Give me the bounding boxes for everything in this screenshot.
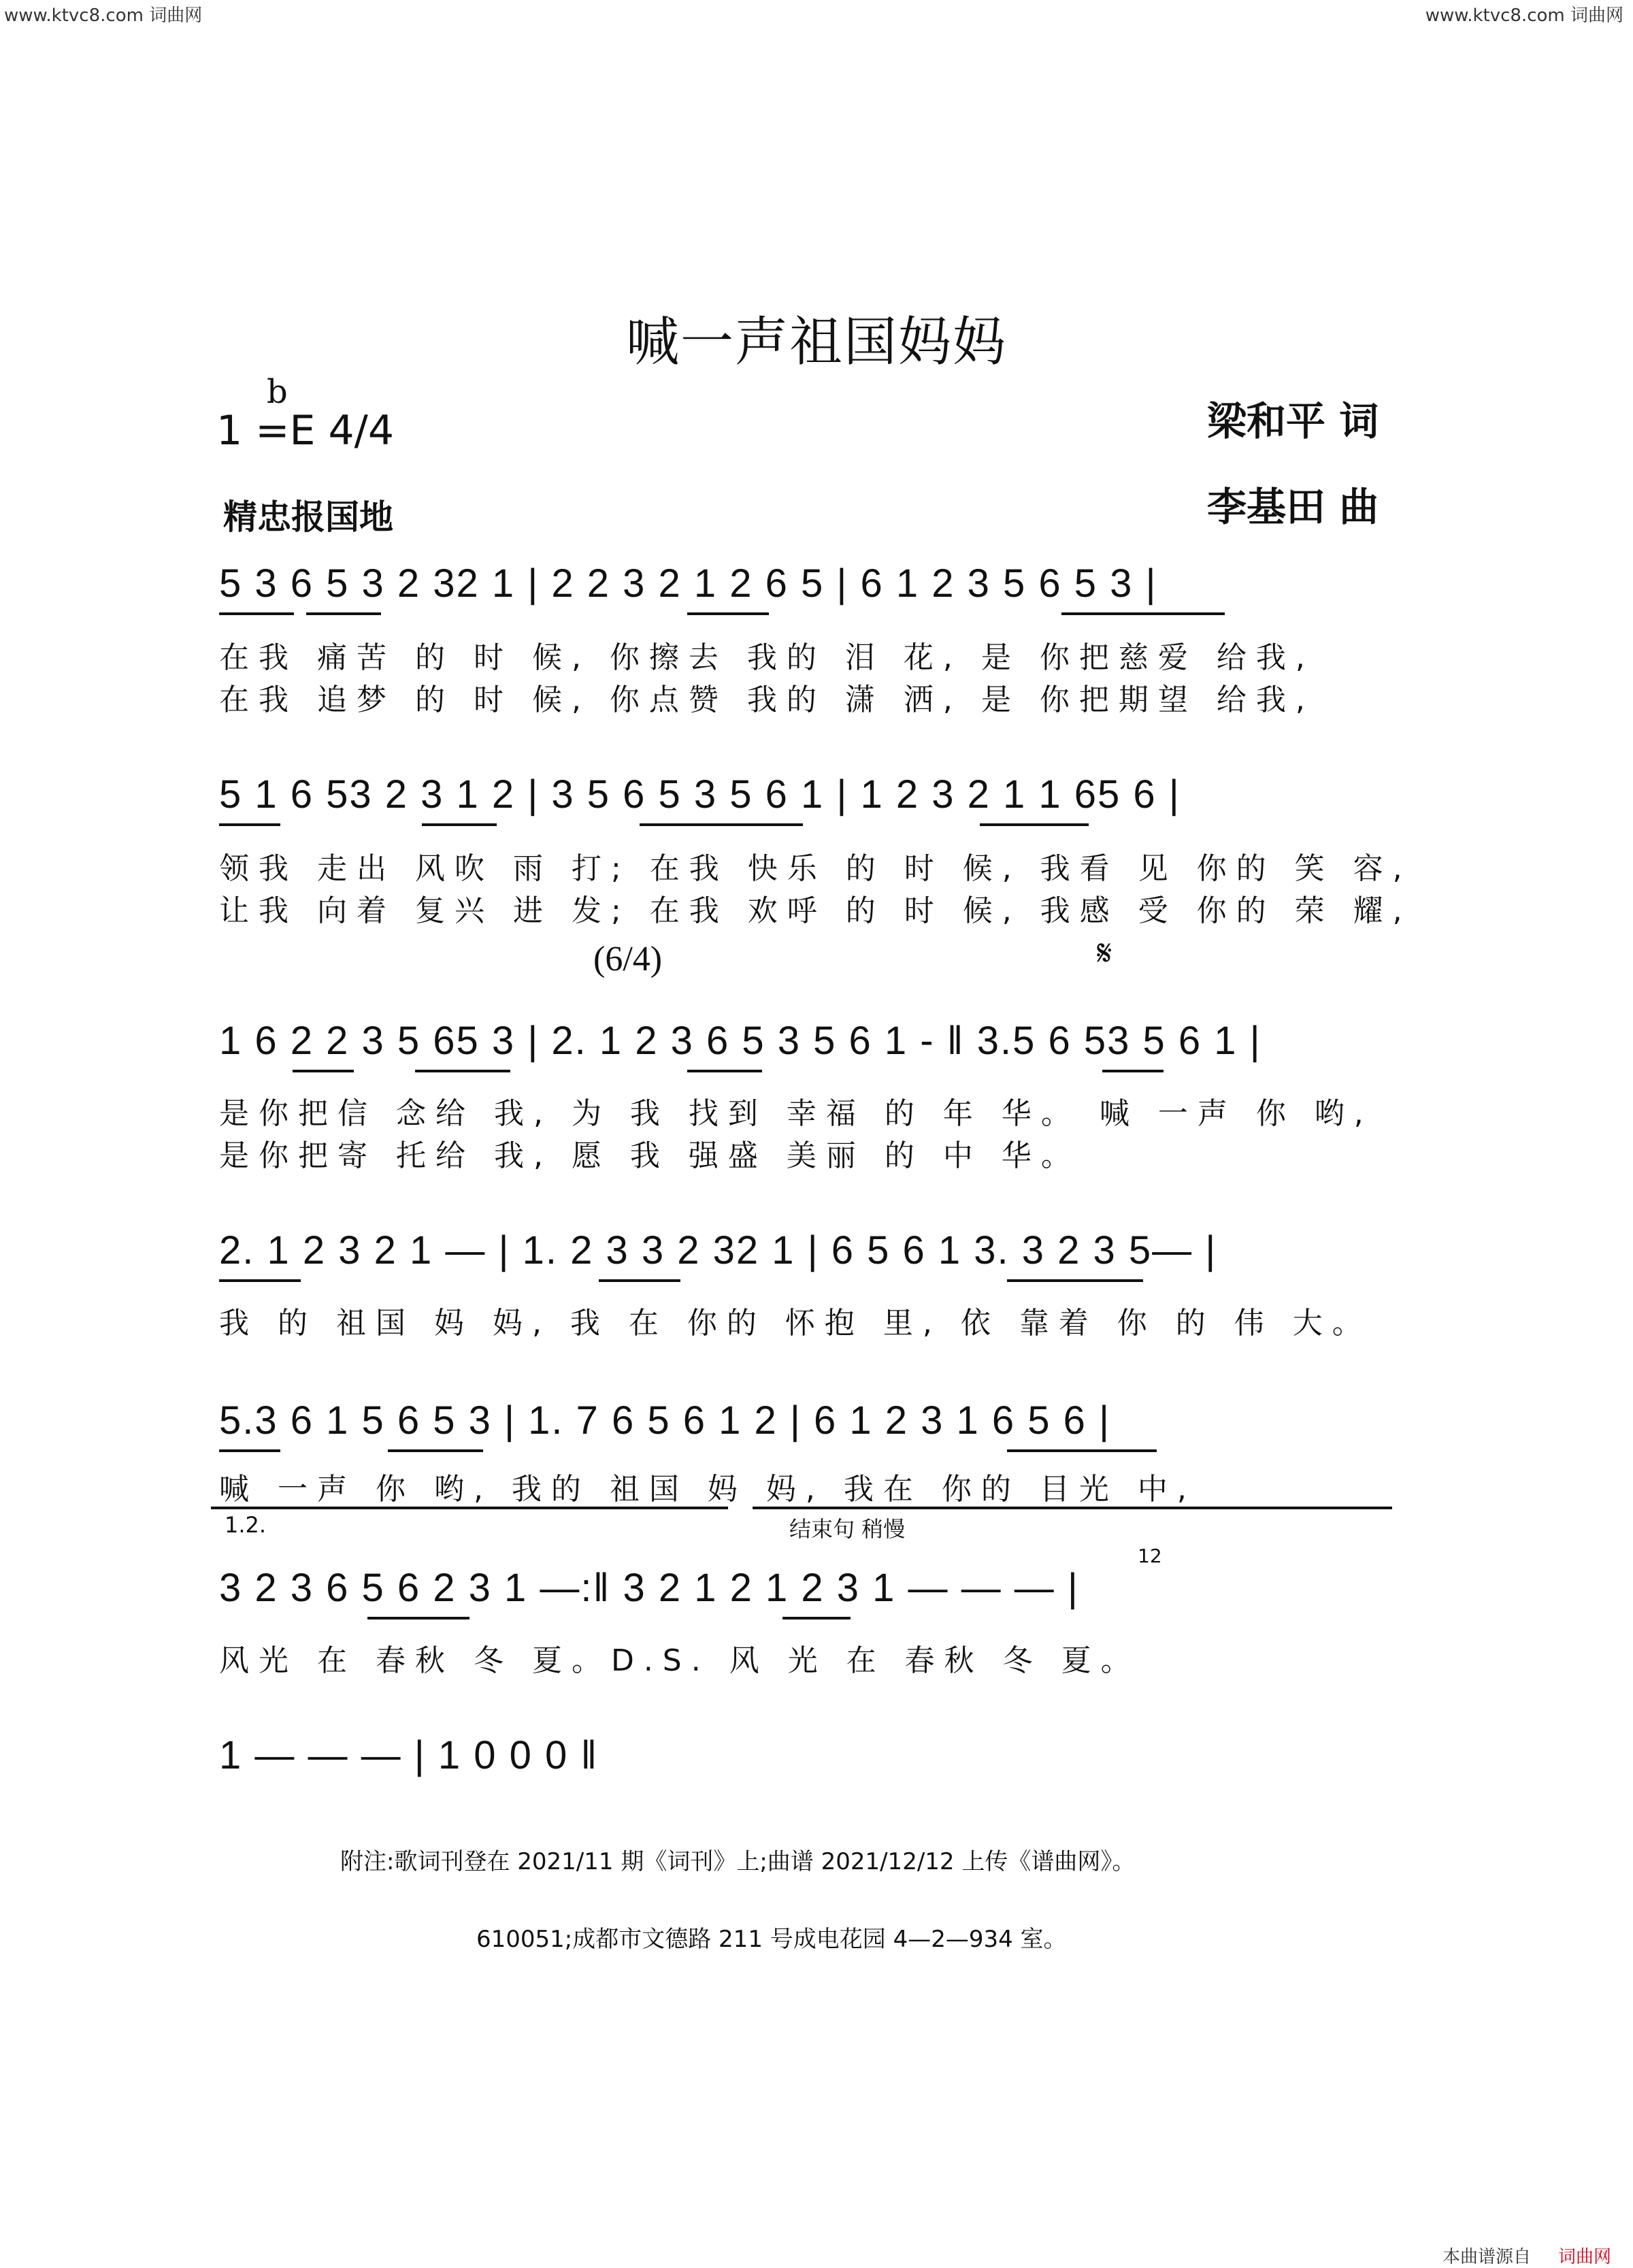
composer-credit: 李基田 曲 — [1207, 484, 1379, 530]
underline — [219, 612, 294, 615]
score-row-4-notes: 2. 1 2 3 2 1 — | 1. 2 3 3 2 32 1 | 6 5 6 1 3. 3 2 3 5— | — [219, 1228, 1217, 1272]
key-signature: 1 =E 4/4 — [216, 407, 395, 455]
score-row-3-lyric-1: 是你把信 念给 我, 为 我 找到 幸福 的 年 华。 喊 一声 你 哟, — [219, 1096, 1373, 1131]
time-change-marker: (6/4) — [593, 940, 663, 979]
ending-bracket — [753, 1507, 1392, 1509]
underline — [599, 1279, 680, 1282]
underline — [422, 823, 497, 826]
underline — [1007, 1449, 1157, 1452]
score-row-1-lyric-1: 在我 痛苦 的 时 候, 你擦去 我的 泪 花, 是 你把慈爱 给我, — [219, 640, 1315, 675]
volta-label: 1.2. — [225, 1512, 267, 1538]
score-row-2-lyric-2: 让我 向着 复兴 进 发; 在我 欢呼 的 时 候, 我感 受 你的 荣 耀, — [219, 893, 1412, 928]
score-row-2-notes: 5 1 6 53 2 3 1 2 | 3 5 6 5 3 5 6 1 | 1 2 3 2 1 1 65 6 | — [219, 772, 1181, 817]
score-row-5-lyric-1: 喊 一声 你 哟, 我的 祖国 妈 妈, 我在 你的 目光 中, — [219, 1472, 1196, 1507]
top-left-watermark: www.ktvc8.com 词曲网 — [4, 5, 203, 26]
underline — [388, 1449, 483, 1452]
underline — [367, 1617, 469, 1620]
underline — [782, 1617, 851, 1620]
song-title: 喊一声祖国妈妈 — [625, 312, 1007, 373]
underline — [687, 612, 769, 615]
bottom-watermark-site: 词曲网 — [1558, 2247, 1612, 2267]
tempo-mood: 精忠报国地 — [223, 497, 393, 537]
score-row-6-lyric-1: 风光 在 春秋 冬 夏。D.S. 风 光 在 春秋 冬 夏。 — [219, 1643, 1140, 1678]
underline — [219, 1449, 280, 1452]
score-row-3-notes: 1 6 2 2 3 5 65 3 | 2. 1 2 3 6 5 3 5 6 1 - ‖ 3.5 6 53 5 6 1 | — [219, 1019, 1261, 1063]
ending-sub-number: 12 — [1138, 1545, 1162, 1567]
score-row-4-lyric-1: 我 的 祖国 妈 妈, 我 在 你的 怀抱 里, 依 靠着 你 的 伟 大。 — [219, 1306, 1372, 1341]
score-row-1-lyric-2: 在我 追梦 的 时 候, 你点赞 我的 潇 洒, 是 你把期望 给我, — [219, 683, 1315, 717]
underline — [219, 1279, 301, 1282]
underline — [293, 1070, 354, 1072]
underline — [1061, 612, 1225, 615]
volta-bracket — [211, 1507, 728, 1509]
underline — [219, 823, 280, 826]
top-right-watermark: www.ktvc8.com 词曲网 — [1425, 5, 1623, 26]
underline — [980, 823, 1089, 826]
underline — [640, 823, 803, 826]
score-row-3-lyric-2: 是你把寄 托给 我, 愿 我 强盛 美丽 的 中 华。 — [219, 1138, 1081, 1173]
bottom-watermark-source: 本曲谱源自 — [1442, 2247, 1532, 2267]
segno-sign: 𝄋 — [1097, 934, 1112, 973]
address: 610051;成都市文德路 211 号成电花园 4—2—934 室。 — [476, 1926, 1067, 1953]
score-row-6-notes: 3 2 3 6 5 6 2 3 1 —:‖ 3 2 1 2 1 2 3 1 — — — | — [219, 1566, 1079, 1610]
score-row-2-lyric-1: 领我 走出 风吹 雨 打; 在我 快乐 的 时 候, 我看 见 你的 笑 容, — [219, 851, 1412, 886]
score-row-1-notes: 5 3 6 5 3 2 32 1 | 2 2 3 2 1 2 6 5 | 6 1 2 3 5 6 5 3 | — [219, 561, 1157, 606]
score-row-7-notes: 1 — — — | 1 0 0 0 ‖ — [219, 1733, 599, 1777]
underline — [415, 1070, 510, 1072]
underline — [1007, 1279, 1143, 1282]
ending-label: 结束句 稍慢 — [789, 1516, 906, 1542]
score-row-5-notes: 5.3 6 1 5 6 5 3 | 1. 7 6 5 6 1 2 | 6 1 2 3 1 6 5 6 | — [219, 1398, 1111, 1443]
underline — [687, 1070, 762, 1072]
footnote: 附注:歌词刊登在 2021/11 期《词刊》上;曲谱 2021/12/12 上传《谱曲网》。 — [340, 1848, 1136, 1875]
underline — [306, 612, 381, 615]
underline — [1102, 1070, 1164, 1072]
lyricist-credit: 梁和平 词 — [1207, 398, 1379, 444]
flat-sign: b — [267, 373, 288, 411]
